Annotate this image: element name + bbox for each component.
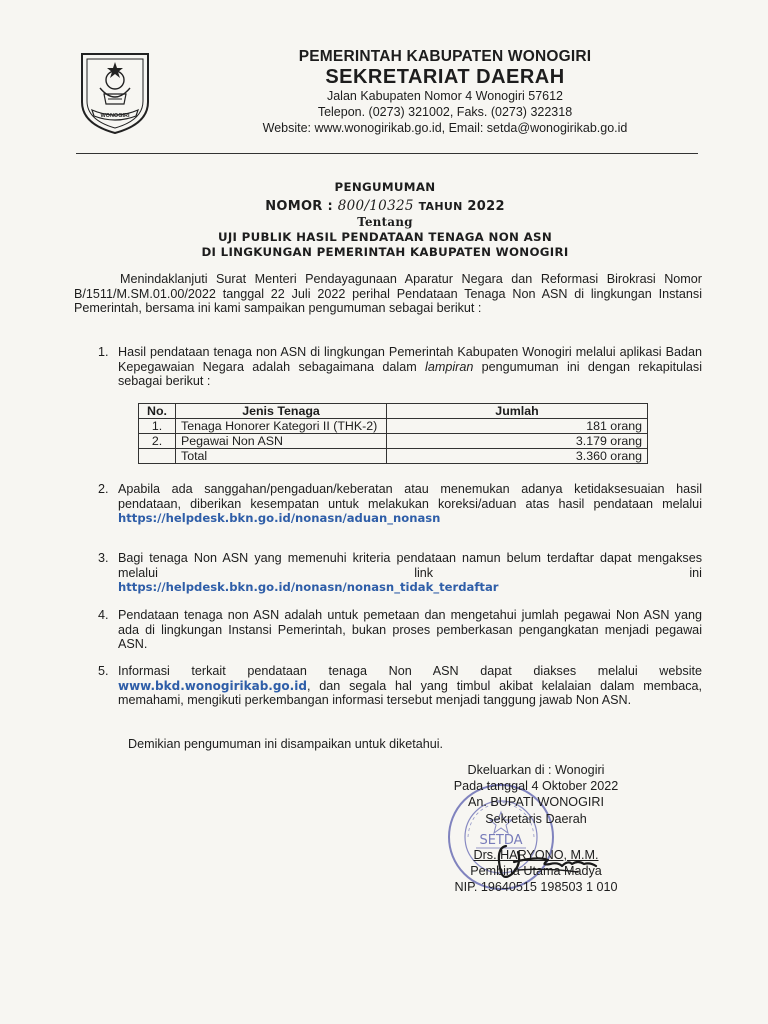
subject-line-1: UJI PUBLIK HASIL PENDATAAN TENAGA NON ASN	[217, 230, 552, 244]
nomor-value: 800/10325	[337, 198, 414, 214]
table-header: Jenis Tenaga	[176, 404, 387, 419]
table-cell-jenis: Total	[176, 449, 387, 464]
table-row	[139, 419, 648, 434]
tahun-label: TAHUN	[418, 200, 463, 213]
aduan-link[interactable]: https://helpdesk.bkn.go.id/nonasn/aduan_nonasn	[118, 511, 441, 526]
handwritten-signature	[478, 838, 608, 888]
item-number: 4.	[98, 608, 109, 622]
table-header-row	[139, 404, 648, 419]
list-item	[98, 482, 702, 526]
intro-paragraph: Menindaklanjuti Surat Menteri Pendayagunaan Aparatur Negara dan Reformasi Birokrasi Nomor B/1511/M.SM.01.00/2022 tanggal 22 Juli 2022 perihal Pendataan Tenaga Non ASN di lingkungan Instansi Pemerintah, bersama ini kami sampaikan pengumuman sebagai berikut :	[74, 272, 702, 316]
unregistered-link[interactable]: https://helpdesk.bkn.go.id/nonasn/nonasn_tidak_terdaftar	[118, 580, 499, 595]
office-address: Jalan Kabupaten Nomor 4 Wonogiri 57612	[326, 89, 564, 103]
item-link-row	[118, 580, 702, 595]
item-number: 2.	[98, 482, 109, 496]
item-text-b: pengumuman ini dengan rekapitulasi sebagai berikut :	[118, 359, 702, 389]
item-text	[118, 345, 702, 389]
table-cell-jumlah: 3.360 orang	[387, 449, 648, 464]
wonogiri-coat-of-arms-logo	[78, 50, 152, 136]
table-cell-jumlah: 3.179 orang	[387, 434, 648, 449]
item-text	[118, 664, 702, 708]
table-cell-jumlah: 181 orang	[387, 419, 648, 434]
item-link-row	[118, 511, 702, 526]
item-text: Bagi tenaga Non ASN yang memenuhi kriteria pendataan namun belum terdaftar dapat mengakses melalui link ini	[118, 551, 702, 580]
issued-place: Dkeluarkan di : Wonogiri	[467, 763, 605, 777]
item-text: Apabila ada sanggahan/pengaduan/keberatan atau menemukan adanya ketidaksesuaian hasil pendataan, diberikan kesempatan untuk melakukan koreksi/aduan atas hasil pendataan melalui	[118, 482, 702, 511]
letterhead	[160, 48, 730, 136]
list-item	[98, 608, 702, 652]
subject-line-2: DI LINGKUNGAN PEMERINTAH KABUPATEN WONOGIRI	[201, 245, 569, 259]
tentang-label: Tentang	[357, 215, 413, 229]
item-text-italic: lampiran	[425, 359, 474, 374]
list-item	[98, 664, 702, 708]
office-web: Website: www.wonogirikab.go.id, Email: setda@wonogirikab.go.id	[262, 121, 628, 135]
on-behalf-of: An. BUPATI WONOGIRI	[468, 795, 604, 810]
signer-nip: NIP. 19640515 198503 1 010	[454, 880, 618, 895]
table-header: Jumlah	[387, 404, 648, 419]
table-header: No.	[139, 404, 176, 419]
issued-date: Pada tanggal 4 Oktober 2022	[453, 779, 619, 794]
table-cell-no: 2.	[139, 434, 176, 449]
announcement-number	[60, 198, 710, 214]
table-cell-no: 1.	[139, 419, 176, 434]
table-cell-jenis: Tenaga Honorer Kategori II (THK-2)	[176, 419, 387, 434]
closing-sentence: Demikian pengumuman ini disampaikan untuk diketahui.	[128, 737, 444, 751]
signer-position: Sekretaris Daerah	[485, 811, 587, 826]
logo-motto: WONOGIRI	[100, 113, 130, 119]
recap-table	[138, 403, 648, 464]
office-name: SEKRETARIAT DAERAH	[325, 66, 565, 88]
bkd-website-link[interactable]: www.bkd.wonogirikab.go.id	[118, 678, 307, 693]
item-text: Pendataan tenaga non ASN adalah untuk pemetaan dan mengetahui jumlah pegawai Non ASN yang ada di lingkungan Instansi Pemerintah, bukan proses pemberkasan pengangkatan menjadi pegawai ASN.	[118, 608, 702, 652]
table-row-total	[139, 449, 648, 464]
stamp-text: SETDA	[479, 833, 523, 848]
item-number: 5.	[98, 664, 109, 678]
nomor-label: NOMOR :	[265, 199, 333, 214]
tahun-value: 2022	[467, 199, 505, 214]
item-text-b: , dan segala hal yang timbul akibat kelalaian dalam membaca, memahami, mengikuti perkembangan informasi tersebut menjadi tanggung jawab Non ASN.	[118, 678, 702, 708]
item-number: 3.	[98, 551, 109, 565]
announcement-type: PENGUMUMAN	[334, 180, 436, 194]
item-text-a: Hasil pendataan tenaga non ASN di lingkungan Pemerintah Kabupaten Wonogiri melalui aplikasi Badan Kepegawaian Negara adalah sebagaimana dalam	[118, 345, 702, 374]
list-item	[98, 551, 702, 595]
government-name: PEMERINTAH KABUPATEN WONOGIRI	[298, 48, 592, 65]
table-row	[139, 434, 648, 449]
office-phone: Telepon. (0273) 321002, Faks. (0273) 322318	[317, 105, 573, 119]
letterhead-divider	[76, 153, 698, 154]
table-cell-no	[139, 449, 176, 464]
table-cell-jenis: Pegawai Non ASN	[176, 434, 387, 449]
item-number: 1.	[98, 345, 109, 359]
item-text-a: Informasi terkait pendataan tenaga Non ASN dapat diakses melalui website	[118, 664, 702, 678]
signer-name: Drs. HARYONO, M.M.	[473, 847, 599, 862]
list-item	[98, 345, 702, 389]
signer-rank: Pembina Utama Madya	[470, 864, 602, 879]
